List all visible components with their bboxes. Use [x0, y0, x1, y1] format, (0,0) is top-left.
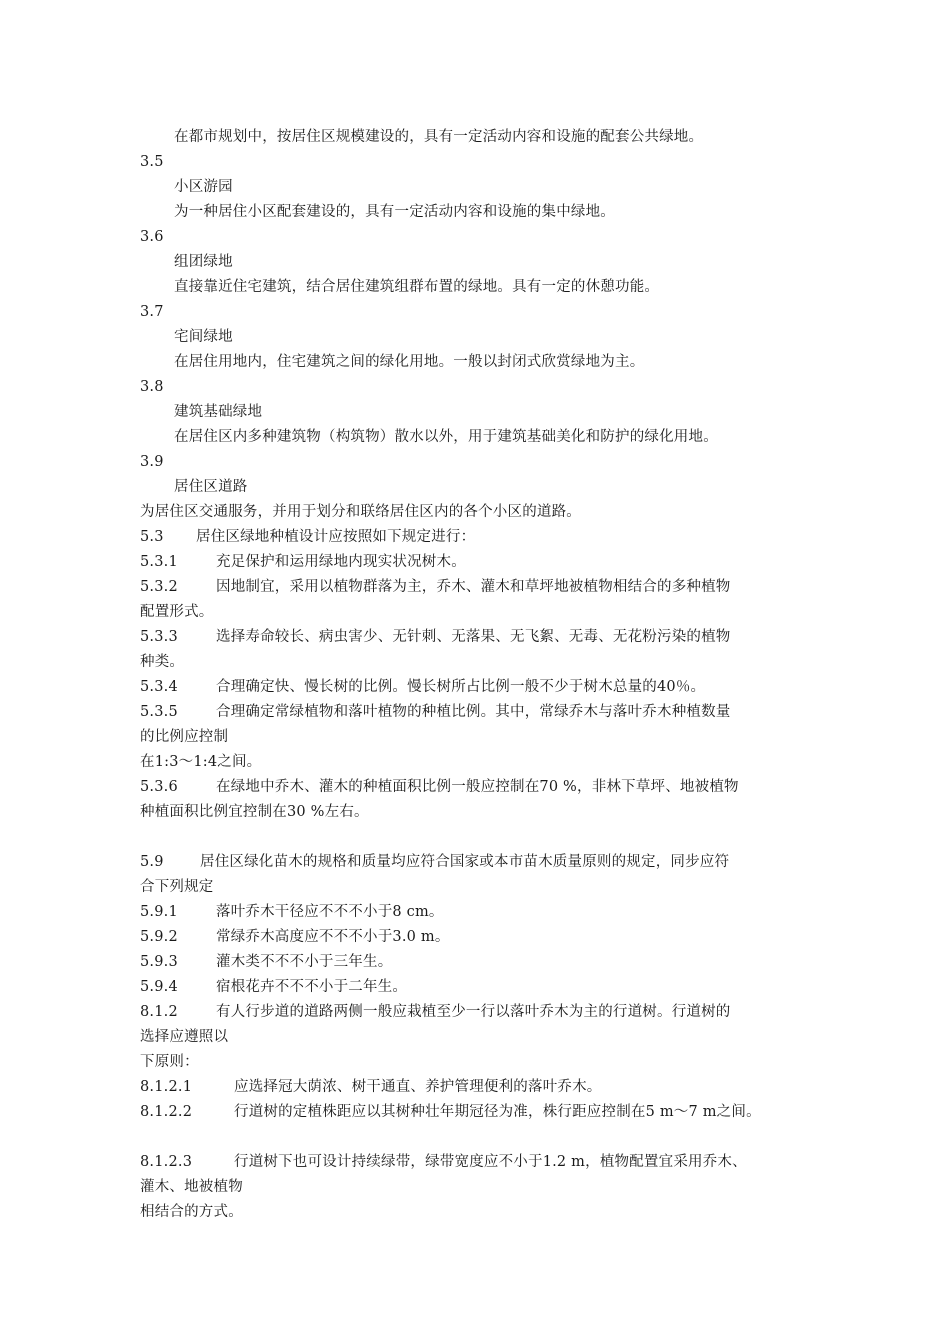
definition-3-9: 为居住区交通服务，并用于划分和联络居住区内的各个小区的道路。 [140, 504, 581, 520]
clause-number: 5.3.3 [140, 629, 178, 645]
clause-5-3-2 [140, 577, 820, 597]
definition-3-6: 直接靠近住宅建筑，结合居住建筑组群布置的绿地。具有一定的休憩功能。 [174, 279, 660, 295]
clause-number: 5.3 [140, 529, 164, 545]
clause-8-1-2-continuation-2: 下原则： [140, 1054, 199, 1070]
clause-number: 5.9 [140, 854, 164, 870]
term-name-3-6: 组团绿地 [174, 254, 233, 270]
clause-8-1-2-1 [140, 1077, 820, 1097]
definition-3-5: 为一种居住小区配套建设的，具有一定活动内容和设施的集中绿地。 [174, 204, 615, 220]
clause-5-3-6-continuation: 种植面积比例宜控制在30 %左右。 [140, 804, 369, 820]
clause-5-9-continuation: 合下列规定 [140, 879, 214, 895]
definition-3-4: 在都市规划中，按居住区规模建设的，具有一定活动内容和设施的配套公共绿地。 [174, 129, 704, 145]
clause-5-3-5-continuation: 的比例应控制 [140, 729, 229, 745]
clause-text: 居住区绿化苗木的规格和质量均应符合国家或本市苗木质量原则的规定，同步应符 [200, 854, 730, 870]
clause-number: 5.3.5 [140, 704, 178, 720]
clause-number: 8.1.2.1 [140, 1079, 193, 1095]
clause-5-3 [140, 527, 820, 547]
clause-number: 8.1.2.3 [140, 1154, 193, 1170]
clause-5-3-5-continuation-2: 在1:3～1:4之间。 [140, 754, 262, 770]
clause-5-3-1 [140, 552, 820, 572]
clause-5-3-5 [140, 702, 820, 722]
clause-text: 选择寿命较长、病虫害少、无针刺、无落果、无飞絮、无毒、无花粉污染的植物 [216, 629, 731, 645]
clause-8-1-2-3-continuation: 灌木、地被植物 [140, 1179, 243, 1195]
clause-8-1-2-3-continuation-2: 相结合的方式。 [140, 1204, 243, 1220]
clause-5-9 [140, 852, 820, 872]
clause-text: 因地制宜，采用以植物群落为主，乔木、灌木和草坪地被植物相结合的多种植物 [216, 579, 731, 595]
clause-number: 5.3.6 [140, 779, 178, 795]
clause-text: 宿根花卉不不不小于二年生。 [216, 979, 408, 995]
clause-5-3-3-continuation: 种类。 [140, 654, 185, 670]
clause-5-9-3 [140, 952, 820, 972]
clause-number: 8.1.2 [140, 1004, 178, 1020]
clause-text: 居住区绿地种植设计应按照如下规定进行： [196, 529, 476, 545]
clause-text: 合理确定快、慢长树的比例。慢长树所占比例一般不少于树木总量的40％。 [216, 679, 706, 695]
term-name-3-9: 居住区道路 [174, 479, 248, 495]
clause-text: 有人行步道的道路两侧一般应栽植至少一行以落叶乔木为主的行道树。行道树的 [216, 1004, 731, 1020]
clause-number: 5.9.1 [140, 904, 178, 920]
clause-number: 8.1.2.2 [140, 1104, 193, 1120]
clause-text: 行道树的定植株距应以其树种壮年期冠径为准，株行距应控制在5 m～7 m之间。 [234, 1104, 761, 1120]
clause-text: 应选择冠大荫浓、树干通直、养护管理便利的落叶乔木。 [234, 1079, 602, 1095]
clause-number: 5.3.2 [140, 579, 178, 595]
clause-8-1-2-2 [140, 1102, 820, 1122]
clause-number: 5.3.4 [140, 679, 178, 695]
clause-text: 灌木类不不不小于三年生。 [216, 954, 393, 970]
term-name-3-5: 小区游园 [174, 179, 233, 195]
clause-number: 5.3.1 [140, 554, 178, 570]
clause-number: 5.9.2 [140, 929, 178, 945]
definition-3-8: 在居住区内多种建筑物（构筑物）散水以外，用于建筑基础美化和防护的绿化用地。 [174, 429, 718, 445]
term-name-3-8: 建筑基础绿地 [174, 404, 263, 420]
term-number-3-8: 3.8 [140, 379, 164, 395]
clause-text: 落叶乔木干径应不不不小于8 cm。 [216, 904, 444, 920]
clause-5-3-3 [140, 627, 820, 647]
clause-text: 合理确定常绿植物和落叶植物的种植比例。其中，常绿乔木与落叶乔木种植数量 [216, 704, 731, 720]
clause-text: 常绿乔木高度应不不不小于3.0 m。 [216, 929, 450, 945]
term-number-3-5: 3.5 [140, 154, 164, 170]
clause-5-9-1 [140, 902, 820, 922]
clause-text: 在绿地中乔木、灌木的种植面积比例一般应控制在70 %，非林下草坪、地被植物 [216, 779, 739, 795]
clause-5-3-6 [140, 777, 820, 797]
clause-text: 充足保护和运用绿地内现实状况树木。 [216, 554, 466, 570]
clause-8-1-2 [140, 1002, 820, 1022]
term-number-3-7: 3.7 [140, 304, 164, 320]
clause-number: 5.9.3 [140, 954, 178, 970]
clause-text: 行道树下也可设计持续绿带，绿带宽度应不小于1.2 m，植物配置宜采用乔木、 [234, 1154, 747, 1170]
clause-8-1-2-3 [140, 1152, 820, 1172]
term-name-3-7: 宅间绿地 [174, 329, 233, 345]
clause-5-3-4 [140, 677, 820, 697]
clause-8-1-2-continuation: 选择应遵照以 [140, 1029, 229, 1045]
clause-5-9-2 [140, 927, 820, 947]
clause-number: 5.9.4 [140, 979, 178, 995]
term-number-3-6: 3.6 [140, 229, 164, 245]
clause-5-9-4 [140, 977, 820, 997]
clause-5-3-2-continuation: 配置形式。 [140, 604, 214, 620]
term-number-3-9: 3.9 [140, 454, 164, 470]
definition-3-7: 在居住用地内，住宅建筑之间的绿化用地。一般以封闭式欣赏绿地为主。 [174, 354, 645, 370]
